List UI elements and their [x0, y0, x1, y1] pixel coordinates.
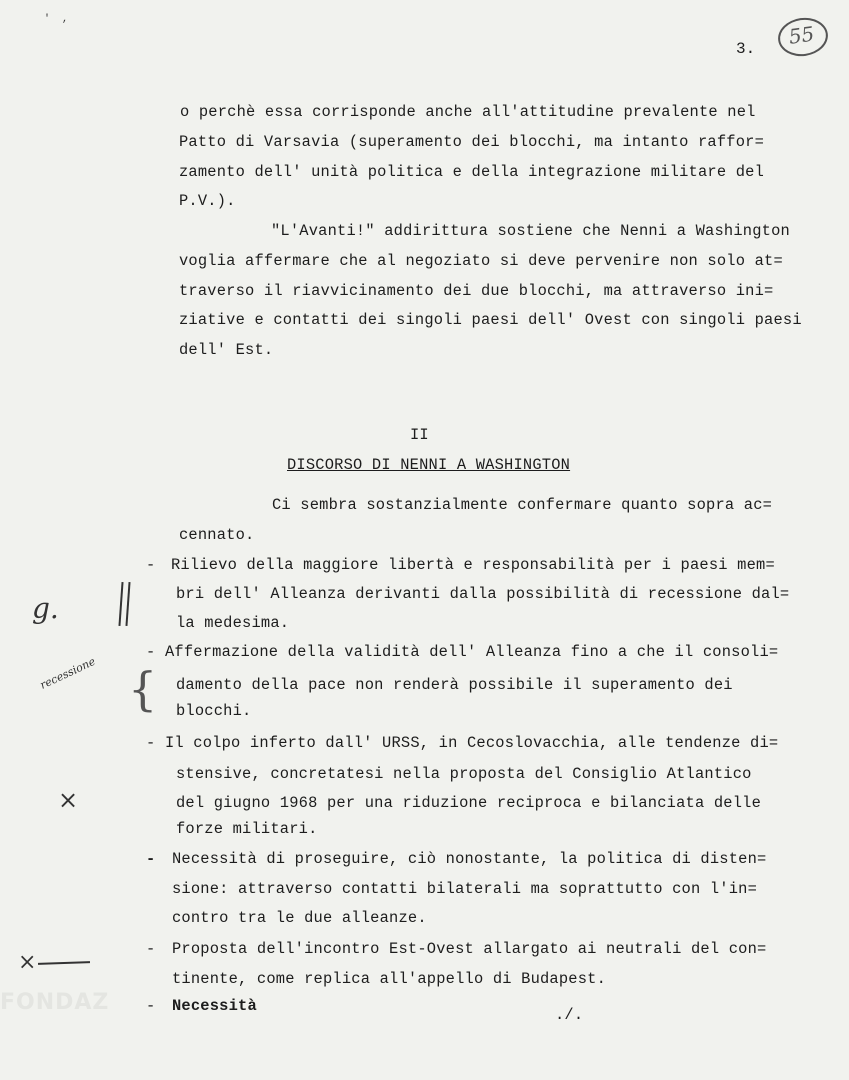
bullet-marker: -: [146, 997, 156, 1015]
bullet-marker: -: [146, 556, 156, 574]
section-number: II: [410, 426, 429, 444]
bullet-marker: -: [146, 850, 156, 868]
paragraph-2-line: voglia affermare che al negoziato si deve pervenire non solo at=: [179, 252, 783, 270]
bullet-line: forze militari.: [176, 820, 318, 838]
scan-specks: ' ,: [44, 14, 69, 25]
paragraph-2-line: traverso il riavvicinamento dei due blocchi, ma attraverso ini=: [179, 282, 774, 300]
margin-note-g: g.: [32, 592, 59, 625]
bullet-line: Rilievo della maggiore libertà e responsabilità per i paesi mem=: [171, 556, 775, 574]
paragraph-1-line: P.V.).: [179, 192, 236, 210]
bullet-marker: -: [146, 734, 156, 752]
margin-note-recessione: recessione: [38, 654, 98, 692]
bullet-line: Proposta dell'incontro Est-Ovest allargato ai neutrali del con=: [172, 940, 767, 958]
intro-line: cennato.: [179, 526, 255, 544]
margin-cross: ×: [18, 950, 37, 975]
paragraph-2-line: "L'Avanti!" addirittura sostiene che Nenni a Washington: [271, 222, 790, 240]
watermark-ghost: FONDAZ: [0, 990, 110, 1015]
paragraph-1-line: o perchè essa corrisponde anche all'attitudine prevalente nel: [180, 103, 756, 121]
bullet-marker: -: [146, 940, 156, 958]
bullet-line: Necessità di proseguire, ciò nonostante, la politica di disten=: [172, 850, 767, 868]
handwritten-page-ref: 55: [776, 15, 831, 60]
bullet-line: la medesima.: [176, 614, 290, 632]
bullet-line: del giugno 1968 per una riduzione reciproca e bilanciata delle: [176, 794, 762, 812]
intro-line: Ci sembra sostanzialmente confermare quanto sopra ac=: [272, 496, 773, 514]
margin-brace: {: [128, 662, 158, 716]
struck-bullet-line: Necessità: [172, 997, 257, 1015]
continuation-mark: ./.: [555, 1006, 584, 1024]
paragraph-2-line: dell' Est.: [179, 341, 274, 359]
bullet-line: damento della pace non renderà possibile il superamento dei: [176, 676, 733, 694]
bullet-line: bri dell' Alleanza derivanti dalla possibilità di recessione dal=: [176, 585, 790, 603]
bullet-line: sione: attraverso contatti bilaterali ma soprattutto con l'in=: [172, 880, 758, 898]
bullet-line: stensive, concretatesi nella proposta del Consiglio Atlantico: [176, 765, 752, 783]
bullet-line: tinente, come replica all'appello di Budapest.: [172, 970, 607, 988]
bullet-line: contro tra le due alleanze.: [172, 909, 427, 927]
bullet-line: Affermazione della validità dell' Alleanza fino a che il consoli=: [165, 643, 779, 661]
bullet-line: blocchi.: [176, 702, 252, 720]
paragraph-1-line: Patto di Varsavia (superamento dei blocchi, ma intanto raffor=: [179, 133, 765, 151]
paragraph-2-line: ziative e contatti dei singoli paesi dell' Ovest con singoli paesi: [179, 311, 802, 329]
paragraph-1-line: zamento dell' unità politica e della integrazione militare del: [179, 163, 765, 181]
section-title: DISCORSO DI NENNI A WASHINGTON: [287, 456, 571, 474]
bullet-line: Il colpo inferto dall' URSS, in Cecoslovacchia, alle tendenze di=: [165, 734, 779, 752]
margin-cross: ×: [58, 786, 79, 814]
bullet-marker: -: [146, 643, 156, 661]
margin-double-bar: [125, 582, 130, 626]
margin-double-bar: [118, 582, 123, 626]
page-number: 3.: [736, 40, 756, 58]
margin-dash: [38, 961, 90, 965]
